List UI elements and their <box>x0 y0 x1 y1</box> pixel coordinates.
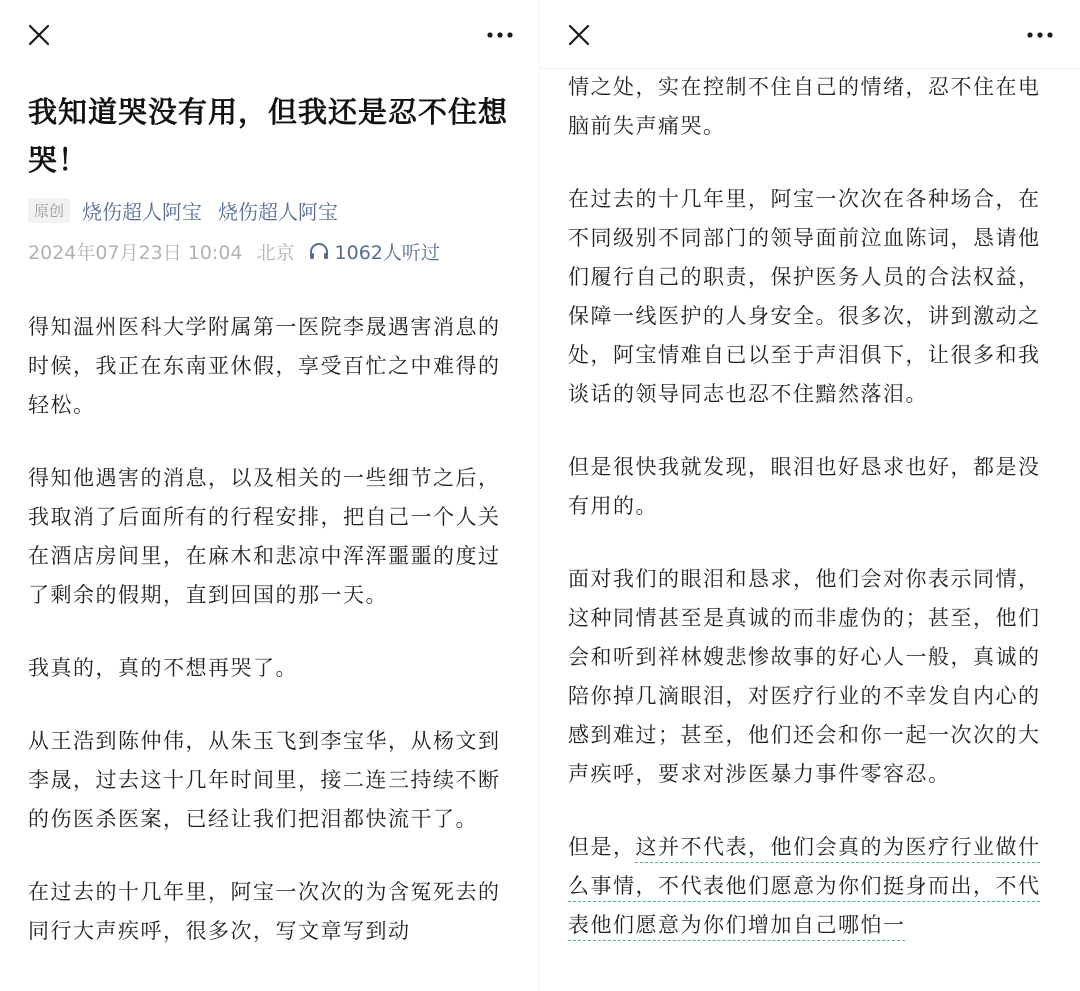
top-bar <box>0 0 540 68</box>
article-title: 我知道哭没有用，但我还是忍不住想哭！ <box>28 95 509 177</box>
headphones-icon <box>309 242 329 260</box>
account-name-link[interactable]: 烧伤超人阿宝 <box>218 199 339 224</box>
article-meta-info <box>28 236 440 266</box>
paragraph: 得知他遇害的消息，以及相关的一些细节之后，我取消了后面所有的行程安排，把自己一个人关在酒店房间里，在麻木和悲凉中浑浑噩噩的度过了剩余的假期，直到回国的那一天。 <box>28 466 501 607</box>
paragraph: 在过去的十几年里，阿宝一次次在各种场合，在不同级别不同部门的领导面前泣血陈词，恳请他们履行自己的职责，保护医务人员的合法权益，保障一线医护的人身安全。很多次，讲到激动之处，阿宝情难自已以至于声泪俱下，让很多和我谈话的领导同志也忍不住黯然落泪。 <box>568 187 1041 406</box>
article-meta-authors <box>28 195 354 225</box>
article-body <box>568 68 1058 979</box>
article-body <box>28 308 518 985</box>
more-options-icon[interactable] <box>1026 28 1054 42</box>
paragraph: 从王浩到陈仲伟，从朱玉飞到李宝华，从杨文到李晟，过去这十几年时间里，接二连三持续不断的伤医杀医案，已经让我们把泪都快流干了。 <box>28 729 501 831</box>
publish-location: 北京 <box>256 241 295 264</box>
top-bar <box>540 0 1080 69</box>
underlined-text: 这并不代表，他们会真的为医疗行业做什么事情，不代表他们愿意为你们挺身而出，不代表他们愿意为你们增加自己哪怕一 <box>568 835 1041 937</box>
close-icon[interactable] <box>568 24 590 46</box>
more-options-icon[interactable] <box>486 28 514 42</box>
paragraph: 得知温州医科大学附属第一医院李晟遇害消息的时候，我正在东南亚休假，享受百忙之中难得的轻松。 <box>28 315 501 417</box>
paragraph-prefix: 但是， <box>568 835 636 859</box>
paragraph: 面对我们的眼泪和恳求，他们会对你表示同情，这种同情甚至是真诚的而非虚伪的；甚至，他们会和听到祥林嫂悲惨故事的好心人一般，真诚的陪你掉几滴眼泪，对医疗行业的不幸发自内心的感到难过；甚至，他们还会和你一起一次次的大声疾呼，要求对涉医暴力事件零容忍。 <box>568 567 1041 786</box>
paragraph: 但是很快我就发现，眼泪也好恳求也好，都是没有用的。 <box>568 455 1041 518</box>
close-icon[interactable] <box>28 24 50 46</box>
listen-count: 1062人听过 <box>334 241 440 264</box>
original-badge: 原创 <box>28 198 70 223</box>
paragraph: 在过去的十几年里，阿宝一次次的为含冤死去的同行大声疾呼，很多次，写文章写到动 <box>28 880 501 943</box>
paragraph: 我真的，真的不想再哭了。 <box>28 656 298 680</box>
paragraph <box>568 828 1058 945</box>
publish-date: 2024年07月23日 10:04 <box>28 241 243 264</box>
paragraph: 情之处，实在控制不住自己的情绪，忍不住在电脑前失声痛哭。 <box>568 75 1041 138</box>
right-article-panel <box>540 0 1080 991</box>
listen-button[interactable] <box>309 238 440 265</box>
author-link[interactable]: 烧伤超人阿宝 <box>82 199 203 224</box>
